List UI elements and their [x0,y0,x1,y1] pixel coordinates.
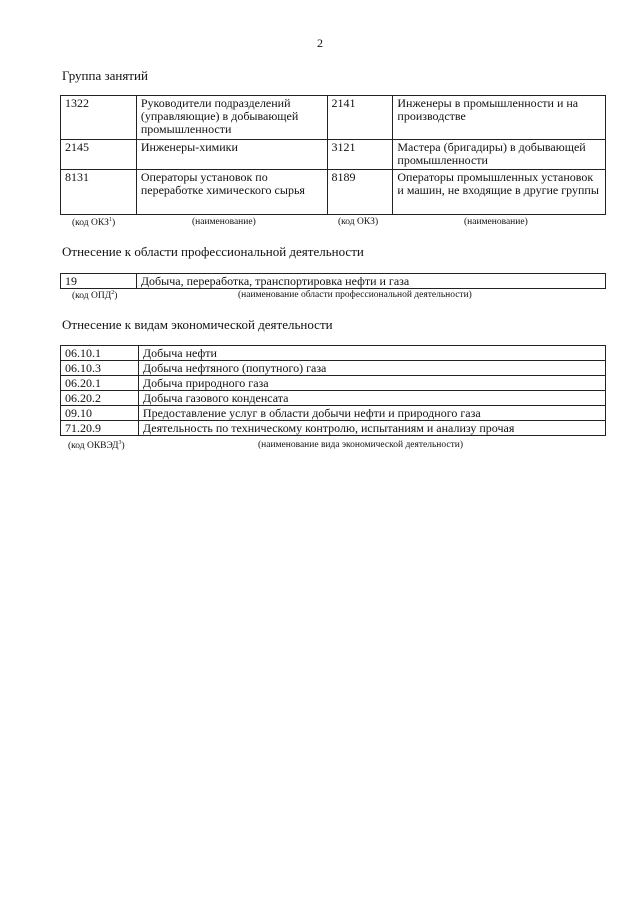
okz-name-cell: Операторы промышленных установок и машин, не входящие в другие группы [393,170,606,215]
okz-name-cell: Руководители подразделений (управляющие) в добывающей промышленности [136,96,327,140]
opd-code-cell: 19 [61,274,137,289]
professional-area-table [60,273,606,289]
table-row [61,376,606,391]
okved-name-cell: Предоставление услуг в области добычи нефти и природного газа [138,406,605,421]
page-number: 2 [317,36,323,50]
okved-code-cell: 06.10.1 [61,346,139,361]
okz-code-cell: 8131 [61,170,137,215]
opd-name-cell: Добыча, переработка, транспортировка нефти и газа [136,274,605,289]
okz-name-cell: Операторы установок по переработке химического сырья [136,170,327,215]
occupation-group-title: Группа занятий [62,68,148,83]
okved-name-cell: Добыча нефтяного (попутного) газа [138,361,605,376]
table-row [61,140,606,170]
okz-code-cell: 2141 [327,96,393,140]
okz-name-caption-2: (наименование) [464,217,528,227]
table-row [61,361,606,376]
table-row [61,391,606,406]
occupation-group-table [60,95,606,215]
professional-area-title: Отнесение к области профессиональной деятельности [62,244,364,259]
okved-code-cell: 71.20.9 [61,421,139,436]
okved-name-cell: Добыча нефти [138,346,605,361]
opd-name-caption: (наименование области профессиональной деятельности) [238,290,472,300]
okz-code-cell: 8189 [327,170,393,215]
okved-code-cell: 09.10 [61,406,139,421]
okz-code-caption-2: (код ОКЗ) [338,217,379,227]
okz-name-cell: Инженеры в промышленности и на производстве [393,96,606,140]
okved-name-cell: Добыча газового конденсата [138,391,605,406]
opd-code-caption: (код ОПД$^2$) [72,290,118,302]
economic-activity-table [60,345,606,436]
okved-name-cell: Деятельность по техническому контролю, испытаниям и анализу прочая [138,421,605,436]
okz-code-cell: 3121 [327,140,393,170]
table-row [61,406,606,421]
table-row [61,421,606,436]
okz-code-cell: 1322 [61,96,137,140]
okz-code-caption: (код ОКЗ$^1$) [72,217,116,229]
okved-code-cell: 06.20.1 [61,376,139,391]
okz-name-cell: Инженеры-химики [136,140,327,170]
okz-name-caption: (наименование) [192,217,256,227]
okved-code-cell: 06.10.3 [61,361,139,376]
table-row [61,170,606,215]
table-row [61,274,606,289]
okved-code-cell: 06.20.2 [61,391,139,406]
okved-name-cell: Добыча природного газа [138,376,605,391]
okz-name-cell: Мастера (бригадиры) в добывающей промышленности [393,140,606,170]
table-row [61,346,606,361]
table-row [61,96,606,140]
economic-activity-title: Отнесение к видам экономической деятельности [62,317,333,332]
okved-code-caption: (код ОКВЭД$^3$) [68,440,125,452]
okz-code-cell: 2145 [61,140,137,170]
okved-name-caption: (наименование вида экономической деятельности) [258,440,463,450]
